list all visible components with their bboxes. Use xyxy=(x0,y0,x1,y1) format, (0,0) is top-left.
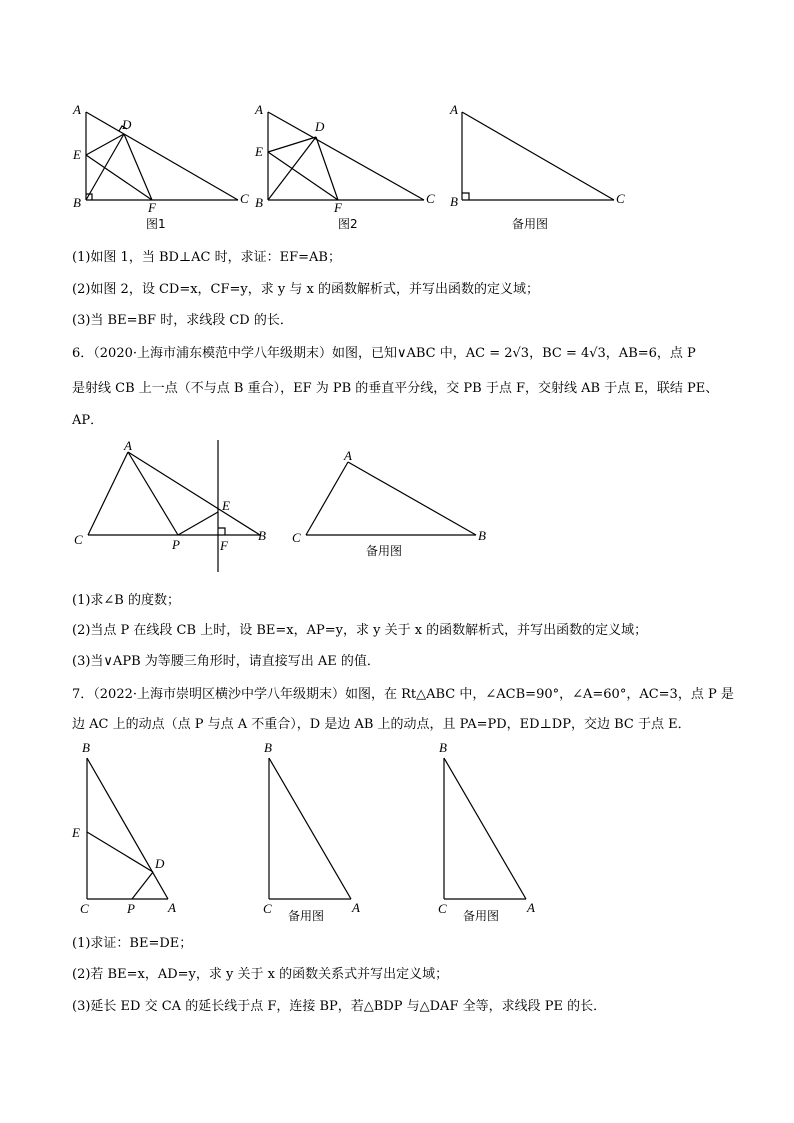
label-C: C xyxy=(292,530,301,545)
figure-caption: 备用图 xyxy=(366,544,403,558)
figure-caption: 备用图 xyxy=(512,217,549,231)
problem6-stem-line-2: 是射线 CB 上一点（不与点 B 重合），EF 为 PB 的垂直平分线，交 PB 于点 F，交射线 AB 于点 E，联结 PE、 xyxy=(72,381,719,396)
label-A: A xyxy=(168,900,176,915)
problem5-figure-spare xyxy=(446,100,636,235)
problem6-stem-line-3: AP． xyxy=(72,413,104,428)
problem6-question-3: (3)当∨APB 为等腰三角形时，请直接写出 AE 的值． xyxy=(72,654,380,669)
label-C: C xyxy=(240,191,249,206)
problem7-figure-main xyxy=(70,738,190,918)
label-B: B xyxy=(439,740,447,755)
label-B: B xyxy=(258,528,266,543)
label-A: A xyxy=(344,448,352,463)
label-D: D xyxy=(155,856,165,871)
label-E: E xyxy=(222,498,230,513)
problem5-figure-1 xyxy=(70,100,250,235)
label-A: A xyxy=(73,102,81,117)
label-P: P xyxy=(172,537,180,552)
label-C: C xyxy=(74,532,83,547)
label-B: B xyxy=(82,740,90,755)
problem7-question-2: (2)若 BE=x，AD=y，求 y 关于 x 的函数关系式并写出定义域； xyxy=(72,967,449,982)
label-E: E xyxy=(255,144,263,159)
problem5-question-2: (2)如图 2，设 CD=x，CF=y，求 y 与 x 的函数解析式，并写出函数的定义域； xyxy=(72,282,539,297)
label-E: E xyxy=(73,147,81,162)
label-F: F xyxy=(334,200,342,215)
label-E: E xyxy=(72,825,80,840)
label-D: D xyxy=(315,119,325,134)
figure-caption: 图2 xyxy=(338,217,358,231)
label-C: C xyxy=(80,901,89,916)
label-B: B xyxy=(478,528,486,543)
label-F: F xyxy=(148,200,156,215)
problem6-figure-spare xyxy=(288,440,498,575)
label-C: C xyxy=(263,901,272,916)
problem7-question-3: (3)延长 ED 交 CA 的延长线于点 F，连接 BP，若△BDP 与△DAF 全等，求线段 PE 的长． xyxy=(72,999,607,1014)
problem7-stem-line-1: 7．（2022·上海市崇明区横沙中学八年级期末）如图，在 Rt△ABC 中，∠ACB=90°，∠A=60°，AC=3，点 P 是 xyxy=(72,687,734,702)
problem5-question-3: (3)当 BE=BF 时，求线段 CD 的长． xyxy=(72,313,293,328)
problem6-stem-line-1: 6．（2020·上海市浦东模范中学八年级期末）如图，已知∨ABC 中，AC = 2√3，BC = 4√3，AB=6，点 P xyxy=(72,346,696,361)
label-C: C xyxy=(616,191,625,206)
label-P: P xyxy=(127,901,135,916)
figure-caption: 备用图 xyxy=(288,909,325,923)
label-A: A xyxy=(124,440,132,453)
label-B: B xyxy=(264,740,272,755)
label-A: A xyxy=(527,900,535,915)
problem6-figure-main xyxy=(70,440,280,575)
problem7-figure-spare-1 xyxy=(255,738,385,928)
problem5-figure-2 xyxy=(252,100,442,235)
label-C: C xyxy=(438,901,447,916)
label-A: A xyxy=(255,102,263,117)
problem5-question-1: (1)如图 1，当 BD⊥AC 时，求证：EF=AB； xyxy=(72,250,341,265)
label-C: C xyxy=(426,191,435,206)
problem7-question-1: (1)求证：BE=DE； xyxy=(72,936,193,951)
label-D: D xyxy=(122,117,132,132)
figure-caption: 备用图 xyxy=(463,909,500,923)
problem7-stem-line-2: 边 AC 上的动点（点 P 与点 A 不重合），D 是边 AB 上的动点，且 PA=PD，ED⊥DP，交边 BC 于点 E． xyxy=(72,717,691,732)
label-B: B xyxy=(73,195,81,210)
problem7-figure-spare-2 xyxy=(430,738,560,928)
problem6-question-1: (1)求∠B 的度数； xyxy=(72,593,180,608)
label-B: B xyxy=(255,195,263,210)
problem6-question-2: (2)当点 P 在线段 CB 上时，设 BE=x，AP=y，求 y 关于 x 的函数解析式，并写出函数的定义域； xyxy=(72,623,648,638)
label-B: B xyxy=(450,194,458,209)
figure-caption: 图1 xyxy=(146,217,166,231)
label-A: A xyxy=(352,900,360,915)
label-A: A xyxy=(450,102,458,117)
label-F: F xyxy=(220,538,228,553)
